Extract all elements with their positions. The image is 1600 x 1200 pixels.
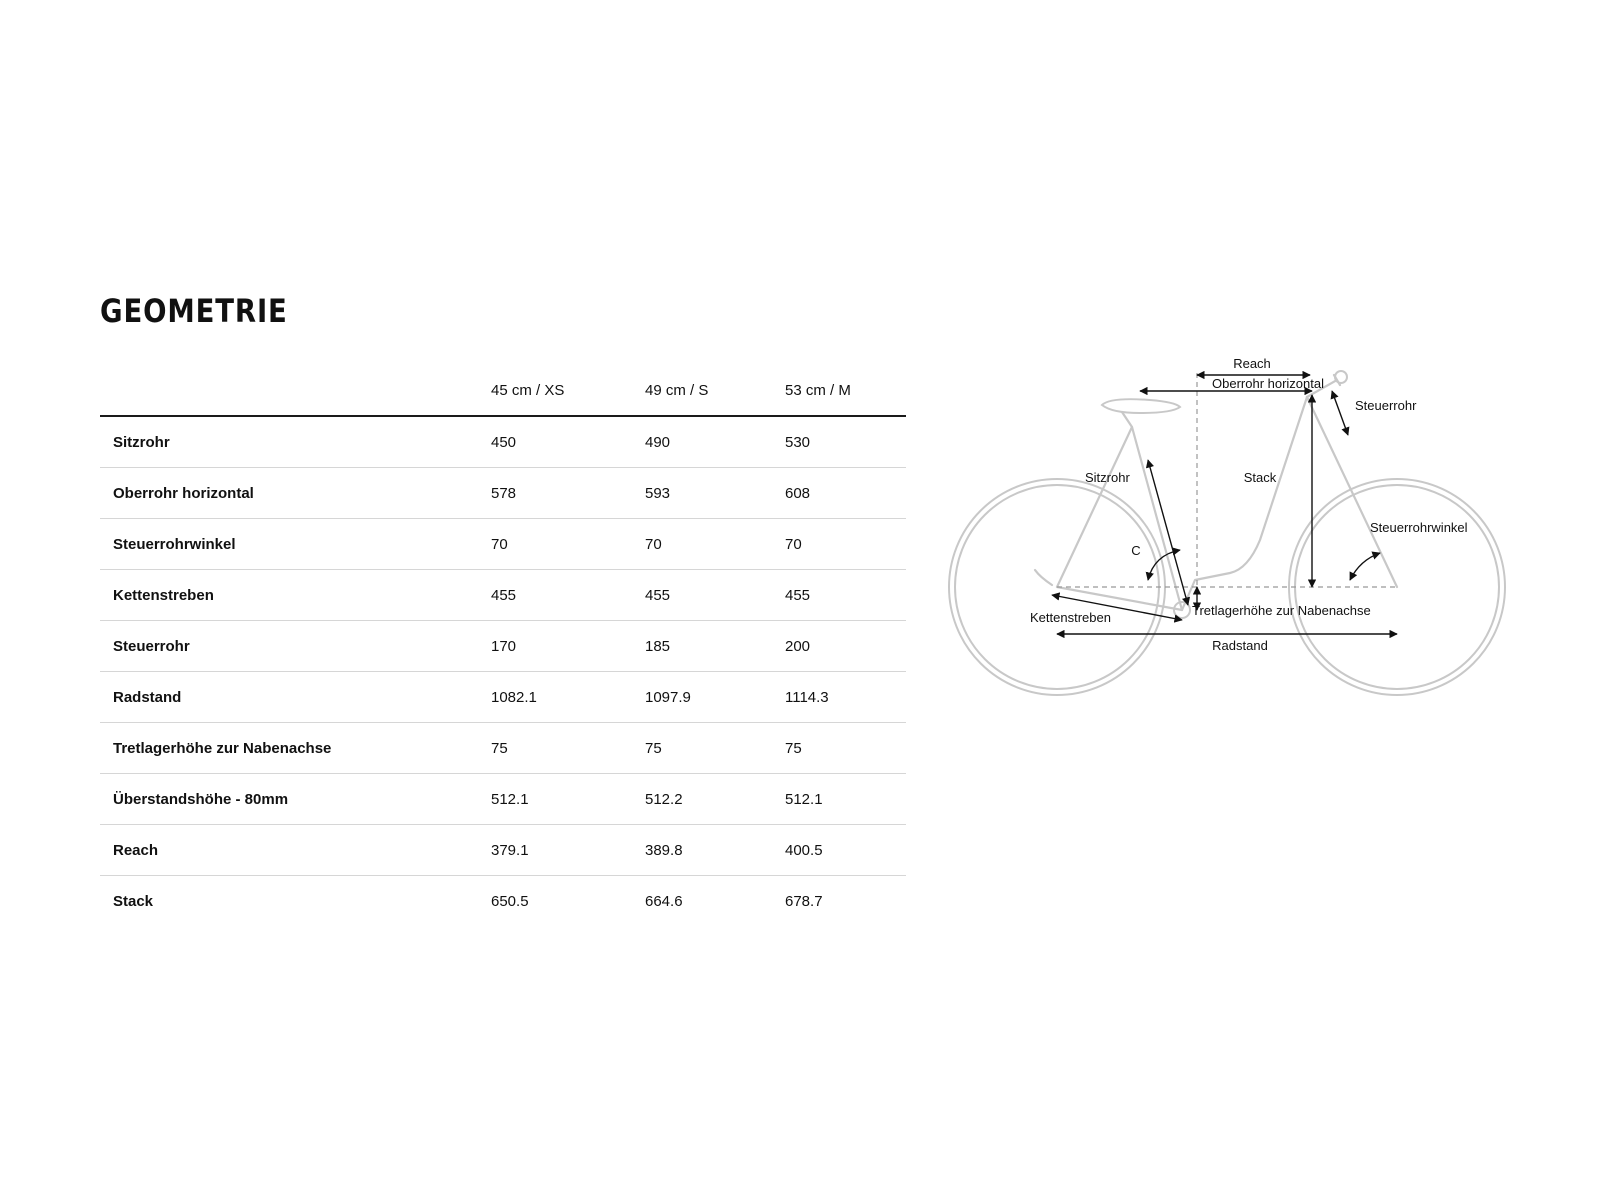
cell-s: 75 (645, 723, 785, 774)
label-kettenstreben: Kettenstreben (1030, 610, 1111, 625)
row-label: Oberrohr horizontal (100, 468, 491, 519)
cell-xs: 650.5 (491, 892, 529, 910)
cell-m: 530 (785, 416, 906, 468)
cell-xs: 379.1 (491, 825, 645, 876)
row-label: Tretlagerhöhe zur Nabenachse (100, 723, 491, 774)
table-row (100, 519, 906, 570)
label-steuerrohr: Steuerrohr (1355, 398, 1417, 413)
label-steuerrohrwinkel: Steuerrohrwinkel (1370, 520, 1468, 535)
cell-m: 75 (785, 723, 906, 774)
label-sitzrohr: Sitzrohr (1085, 470, 1130, 485)
row-label: Radstand (100, 672, 491, 723)
cell-m: 1114.3 (785, 672, 906, 723)
label-reach: Reach (1233, 356, 1271, 371)
cell-xs: 70 (491, 519, 645, 570)
row-label: Steuerrohrwinkel (100, 519, 491, 570)
table-row (100, 570, 906, 621)
cell-m: 200 (785, 621, 906, 672)
cell-xs: 512.1 (491, 774, 645, 825)
label-radstand: Radstand (1212, 638, 1268, 653)
cell-s: 1097.9 (645, 672, 785, 723)
saddle (1102, 399, 1180, 413)
table-row (100, 672, 906, 723)
bike-geometry-diagram (940, 355, 1520, 700)
cell-xs: 450 (491, 416, 645, 468)
cell-s: 389.8 (645, 825, 785, 876)
row-label: Kettenstreben (100, 570, 491, 621)
label-oberrohr: Oberrohr horizontal (1212, 376, 1324, 391)
column-header-xs: 45 cm / XS (491, 365, 645, 416)
label-c: C (1131, 543, 1141, 558)
cell-s: 593 (645, 468, 785, 519)
geometry-table (100, 365, 906, 926)
row-label: Steuerrohr (100, 621, 491, 672)
cell-m: 70 (785, 519, 906, 570)
row-label: Sitzrohr (100, 416, 491, 468)
cell-m: 512.1 (785, 774, 906, 825)
cell-s: 455 (645, 570, 785, 621)
cell-xs: 75 (491, 723, 645, 774)
cell-s: 664.6 (645, 892, 683, 910)
cell-xs: 1082.1 (491, 672, 645, 723)
cell-xs: 455 (491, 570, 645, 621)
table-row (100, 723, 906, 774)
cell-m: 678.7 (785, 892, 823, 910)
table-row (100, 774, 906, 825)
cell-s: 512.2 (645, 774, 785, 825)
cell-s: 490 (645, 416, 785, 468)
cell-m: 608 (785, 468, 906, 519)
page-title: GEOMETRIE (100, 292, 288, 330)
table-row (100, 468, 906, 519)
label-tretlager: Tretlagerhöhe zur Nabenachse (1192, 603, 1371, 618)
row-label: Reach (100, 825, 491, 876)
cell-m: 455 (785, 570, 906, 621)
cell-s: 70 (645, 519, 785, 570)
row-label: Überstandshöhe - 80mm (100, 774, 491, 825)
table-row (100, 416, 906, 468)
table-row (100, 876, 906, 927)
table-header-row (100, 365, 906, 416)
table-row (100, 825, 906, 876)
cell-s: 185 (645, 621, 785, 672)
stem-icon (1335, 371, 1347, 383)
row-label: Stack (113, 892, 154, 910)
column-header-m: 53 cm / M (785, 365, 906, 416)
label-stack: Stack (1243, 470, 1277, 485)
cell-m: 400.5 (785, 825, 906, 876)
cell-xs: 170 (491, 621, 645, 672)
table-row (100, 621, 906, 672)
cell-xs: 578 (491, 468, 645, 519)
column-header-label (100, 365, 491, 416)
column-header-s: 49 cm / S (645, 365, 785, 416)
